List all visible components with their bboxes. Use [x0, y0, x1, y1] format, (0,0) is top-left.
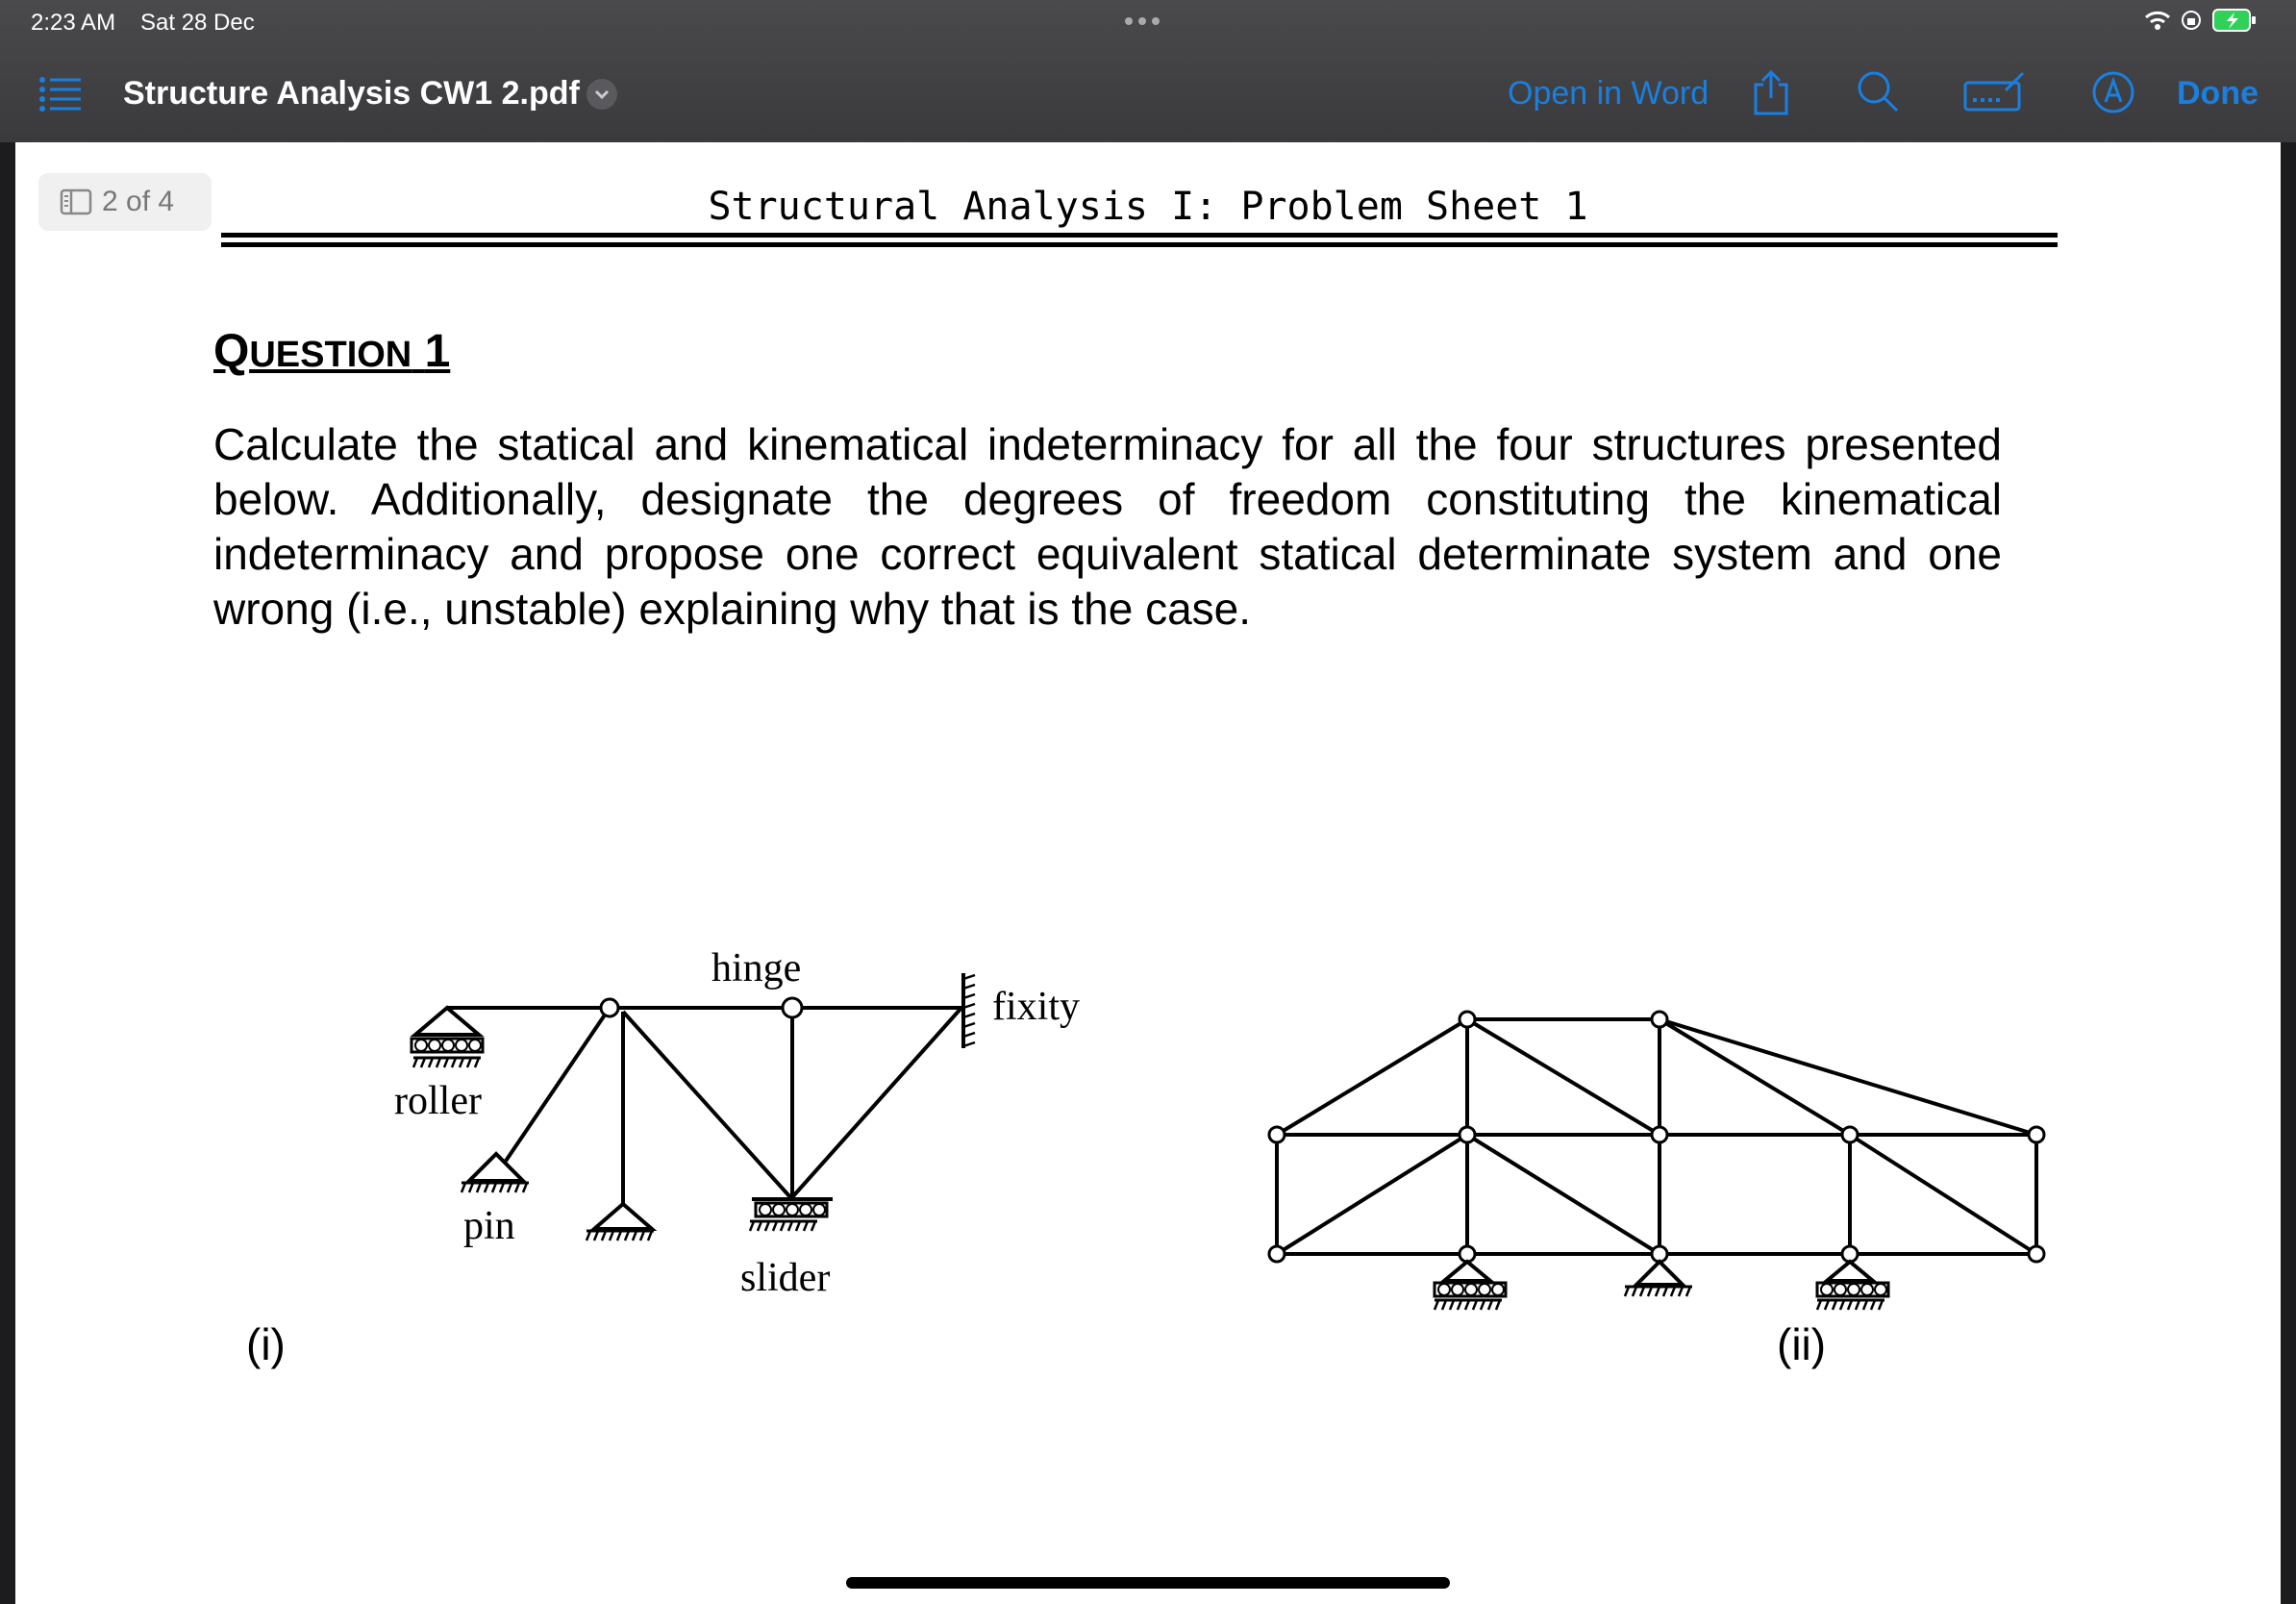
figure-i-pin-support-2 [586, 1204, 654, 1241]
question-body: Calculate the statical and kinematical indeterminacy for all the four structures presented below. Additionally, designate the degrees of freedom constituting the kinematical indeterminacy and propose one correct equivalent statical determinate system and one wrong (i.e., unstable) explaining why that is the case. [213, 419, 2002, 634]
figure-i-frame [447, 1008, 961, 1204]
figure-i-joint [601, 999, 618, 1016]
figure-i-fixity-support [963, 973, 975, 1048]
open-in-word-button[interactable]: Open in Word [1508, 75, 1710, 112]
figure-ii-label: (ii) [1777, 1319, 1827, 1369]
home-indicator[interactable] [846, 1577, 1450, 1589]
hinge-label: hinge [711, 946, 802, 990]
pin-label: pin [463, 1204, 515, 1248]
figure-i-hinge [783, 998, 802, 1017]
fixity-label: fixity [992, 985, 1080, 1029]
figure-i-label: (i) [246, 1319, 286, 1369]
figure-i-roller-support [412, 1008, 483, 1067]
question-number: 1 [424, 326, 451, 377]
roller-label: roller [394, 1079, 482, 1123]
question-word: UESTION [249, 335, 412, 375]
sheet-title: Structural Analysis I: Problem Sheet 1 [708, 185, 1588, 229]
status-date: Sat 28 Dec [140, 10, 255, 36]
status-time: 2:23 AM [31, 10, 116, 36]
slider-label: slider [740, 1256, 831, 1300]
page-count-label: 2 of 4 [102, 186, 175, 217]
document-title[interactable]: Structure Analysis CW1 2.pdf [123, 75, 580, 112]
done-button[interactable]: Done [2177, 75, 2259, 112]
figure-i-pin-support [462, 1154, 529, 1192]
question-initial: Q [213, 326, 250, 377]
figure-i-slider-support [750, 1199, 833, 1231]
figure-ii-supports [1435, 1262, 1888, 1310]
